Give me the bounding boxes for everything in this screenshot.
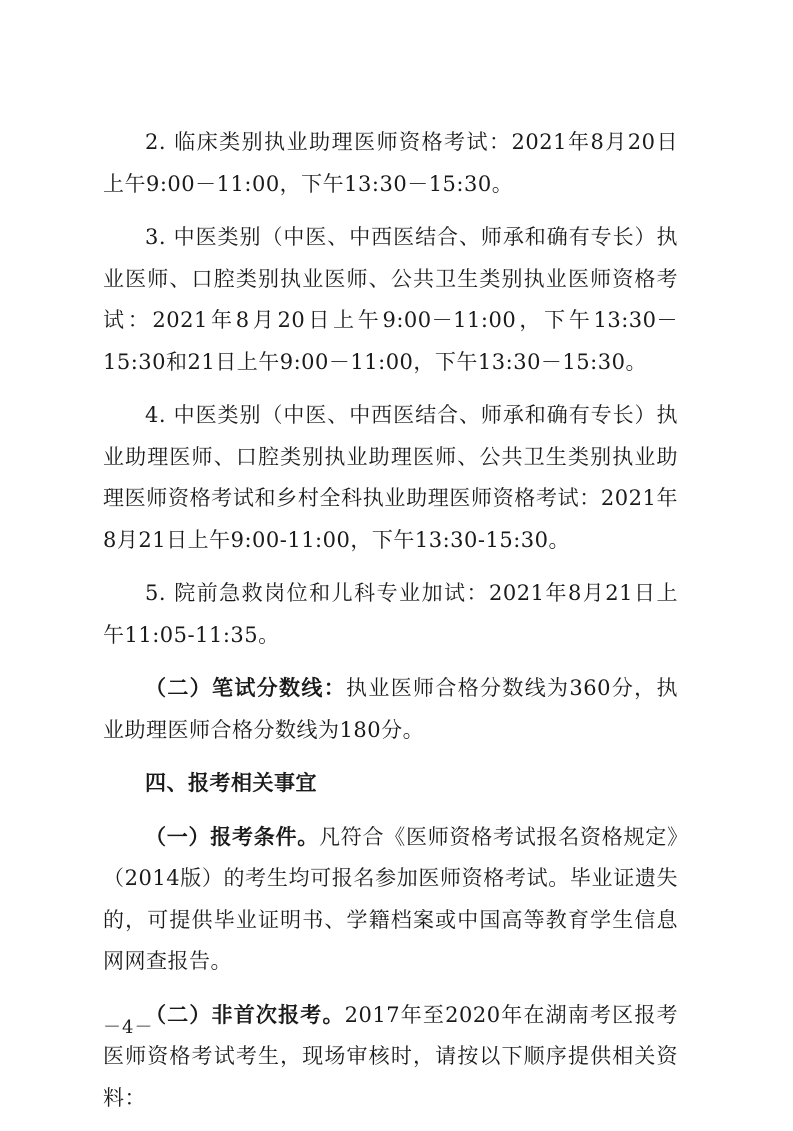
exam-time-item-5: 5. 院前急救岗位和儿科专业加试：2021年8月21日上午11:05-11:35。: [103, 581, 678, 647]
exam-time-item-4: 4. 中医类别（中医、中西医结合、师承和确有专长）执业助理医师、口腔类别执业助理医师、公共卫生类别执业助理医师资格考试和乡村全科执业助理医师资格考试：2021年8月21日上午9:00-11:00，下午13:30-15:30。: [103, 403, 678, 552]
repeat-applicant-text: 2017年至2020年在湖南考区报考医师资格考试考生，现场审核时，请按以下顺序提供相关资料：: [103, 1002, 678, 1110]
eligibility-paragraph: [103, 817, 678, 983]
section-four-heading: 四、报考相关事宜: [145, 771, 317, 795]
score-line-label: （二）笔试分数线：: [145, 676, 347, 700]
page-number: －4－: [103, 1017, 154, 1038]
repeat-applicant-label: （二）非首次报考。: [145, 1002, 345, 1027]
exam-time-item-2: 2. 临床类别执业助理医师资格考试：2021年8月20日上午9:00－11:00，下午13:30－15:30。: [103, 130, 678, 196]
score-line-text: 执业医师合格分数线为360分，执业助理医师合格分数线为180分。: [103, 676, 678, 742]
eligibility-label: （一）报考条件。: [145, 824, 319, 849]
score-line-paragraph: [103, 668, 678, 751]
document-body: [103, 122, 678, 1131]
exam-time-item-3: 3. 中医类别（中医、中西医结合、师承和确有专长）执业医师、口腔类别执业医师、公共卫生类别执业医师资格考试：2021年8月20日上午9:00－11:00，下午13:30－15:30和21日上午9:00－11:00，下午13:30－15:30。: [103, 225, 678, 374]
repeat-applicant-paragraph: [103, 995, 678, 1120]
eligibility-text: 凡符合《医师资格考试报名资格规定》（2014版）的考生均可报名参加医师资格考试。毕业证遗失的，可提供毕业证明书、学籍档案或中国高等教育学生信息网网查报告。: [103, 824, 678, 973]
